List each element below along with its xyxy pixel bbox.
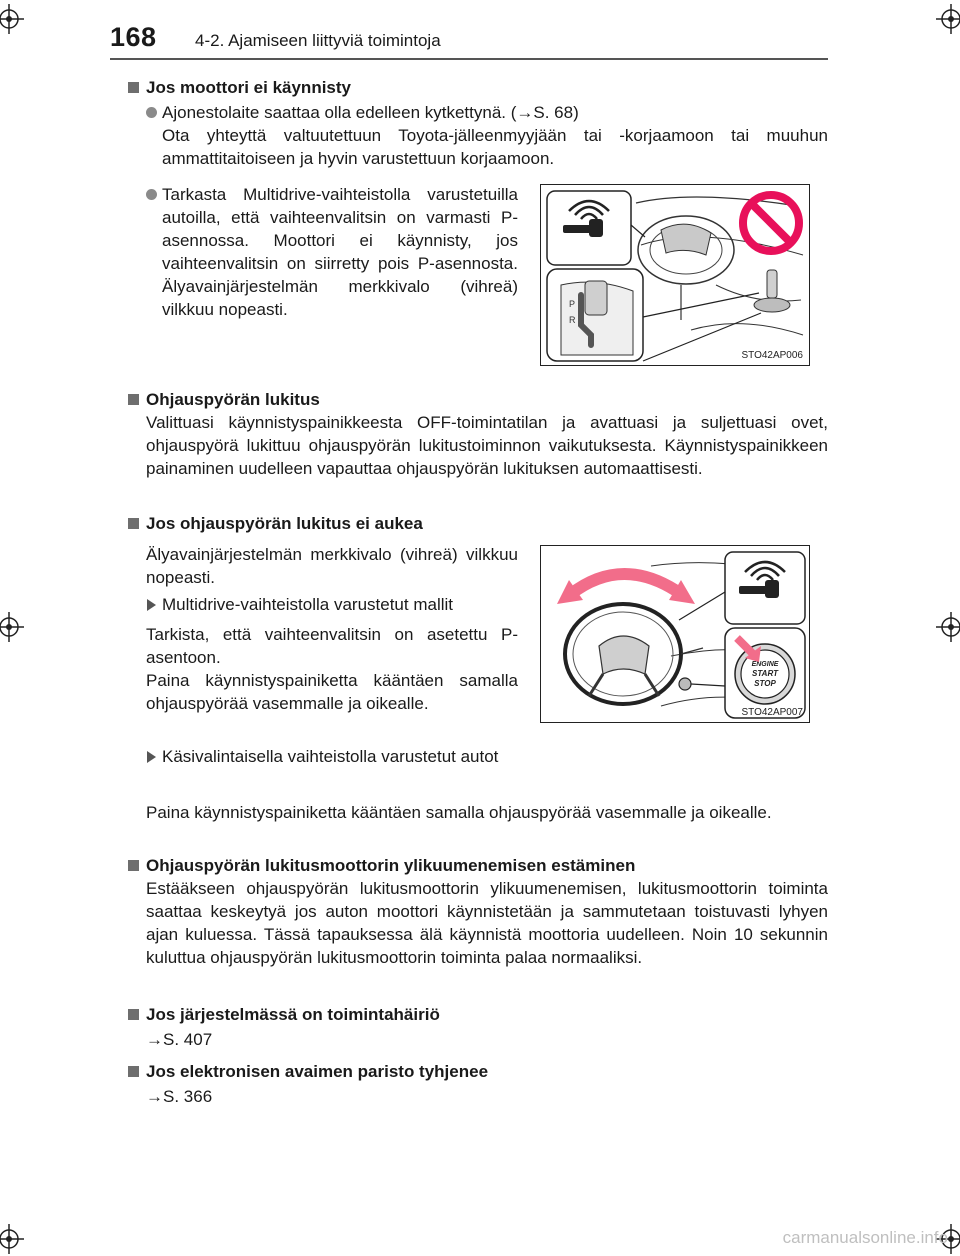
- section-marker-square: [128, 518, 139, 529]
- registration-mark-mid-right: [936, 612, 960, 642]
- svg-text:P: P: [569, 299, 576, 309]
- sub-item-triangle: [147, 751, 156, 763]
- bullet-dot: [146, 107, 157, 118]
- subheading-multidrive: Multidrive-vaihteistolla varustetut mallit: [162, 595, 453, 614]
- registration-mark-top-right: [936, 4, 960, 34]
- multidrive-check-p: Tarkista, että vaihteenvalitsin on asetettu P-asentoon.: [146, 625, 518, 667]
- subheading-manual: Käsivalintaisella vaihteistolla varustetut autot: [162, 747, 499, 766]
- multidrive-press-button: Paina käynnistyspainiketta kääntäen samalla ohjauspyörää vasemmalle ja oikealle.: [146, 671, 518, 713]
- section-marker-square: [128, 1009, 139, 1020]
- figure-code: STO42AP006: [741, 350, 803, 361]
- bullet-check-p-position: Tarkasta Multidrive-vaihteistolla varustetuilla autoilla, että vaihteenvalitsin on varmasti P-asennossa. Moottori ei käynnisty, jos vaihteenvalitsin on siirretty pois P-asennosta. Älyavainjärjestelmän merkkivalo (vihreä) vilkkuu nopeasti.: [162, 185, 518, 319]
- section-marker-square: [128, 394, 139, 405]
- sub-item-triangle: [147, 599, 156, 611]
- figure-shift-lever-prohibited: [540, 184, 810, 366]
- bullet-immobilizer-contact: Ota yhteyttä valtuutettuun Toyota-jälleenmyyjään tai -korjaamoon tai muuhun ammattitaitoiseen ja hyvin varustettuun korjaamoon.: [162, 126, 828, 168]
- section-running-head: 4-2. Ajamiseen liittyviä toimintoja: [195, 31, 441, 50]
- button-text-start: START: [752, 669, 778, 678]
- page-reference-366: →S. 366: [146, 1087, 213, 1106]
- manual-press-button: Paina käynnistyspainiketta kääntäen samalla ohjauspyörää vasemmalle ja oikealle.: [146, 803, 772, 822]
- header-rule: [110, 58, 828, 60]
- bullet-dot: [146, 189, 157, 200]
- registration-mark-top-left: [0, 4, 24, 34]
- indicator-flashing-text: Älyavainjärjestelmän merkkivalo (vihreä) vilkkuu nopeasti.: [146, 545, 518, 587]
- button-text-engine: ENGINE: [751, 661, 779, 668]
- registration-mark-mid-left: [0, 612, 24, 642]
- svg-text:R: R: [569, 315, 576, 325]
- figure-code: STO42AP007: [741, 707, 803, 718]
- steering-lock-description: Valittuasi käynnistyspainikkeesta OFF-toimintatilan ja avattuasi ja suljettuasi ovet, ohjauspyörä lukittuu ohjauspyörän lukitustoiminnon vaikutuksesta. Käynnistyspainikkeen painaminen uudelleen vapauttaa ohjauspyörän lukituksen automaattisesti.: [146, 413, 828, 478]
- overheating-description: Estääkseen ohjauspyörän lukitusmoottorin ylikuumenemisen, lukitusmoottorin toiminta saattaa keskeytyä jos auton moottori käynnistetään ja sammutetaan toistuvasti lyhyen ajan kuluessa. Tässä tapauksessa älä käynnistä moottoria uudelleen. Noin 10 sekunnin kuluttua ohjauspyörän lukitusmoottorin toiminta palaa normaaliksi.: [146, 879, 828, 967]
- figure-steering-wheel-start-button: [540, 545, 810, 723]
- button-text-stop: STOP: [754, 679, 776, 688]
- page-number: 168: [110, 22, 157, 52]
- section-marker-square: [128, 860, 139, 871]
- watermark: carmanualsonline.info: [782, 1228, 948, 1247]
- bullet-immobilizer: Ajonestolaite saattaa olla edelleen kytkettynä. (→S. 68): [162, 103, 579, 122]
- section-marker-square: [128, 1066, 139, 1077]
- section-marker-square: [128, 82, 139, 93]
- registration-mark-bottom-left: [0, 1224, 24, 1254]
- page-reference-407: →S. 407: [146, 1030, 213, 1049]
